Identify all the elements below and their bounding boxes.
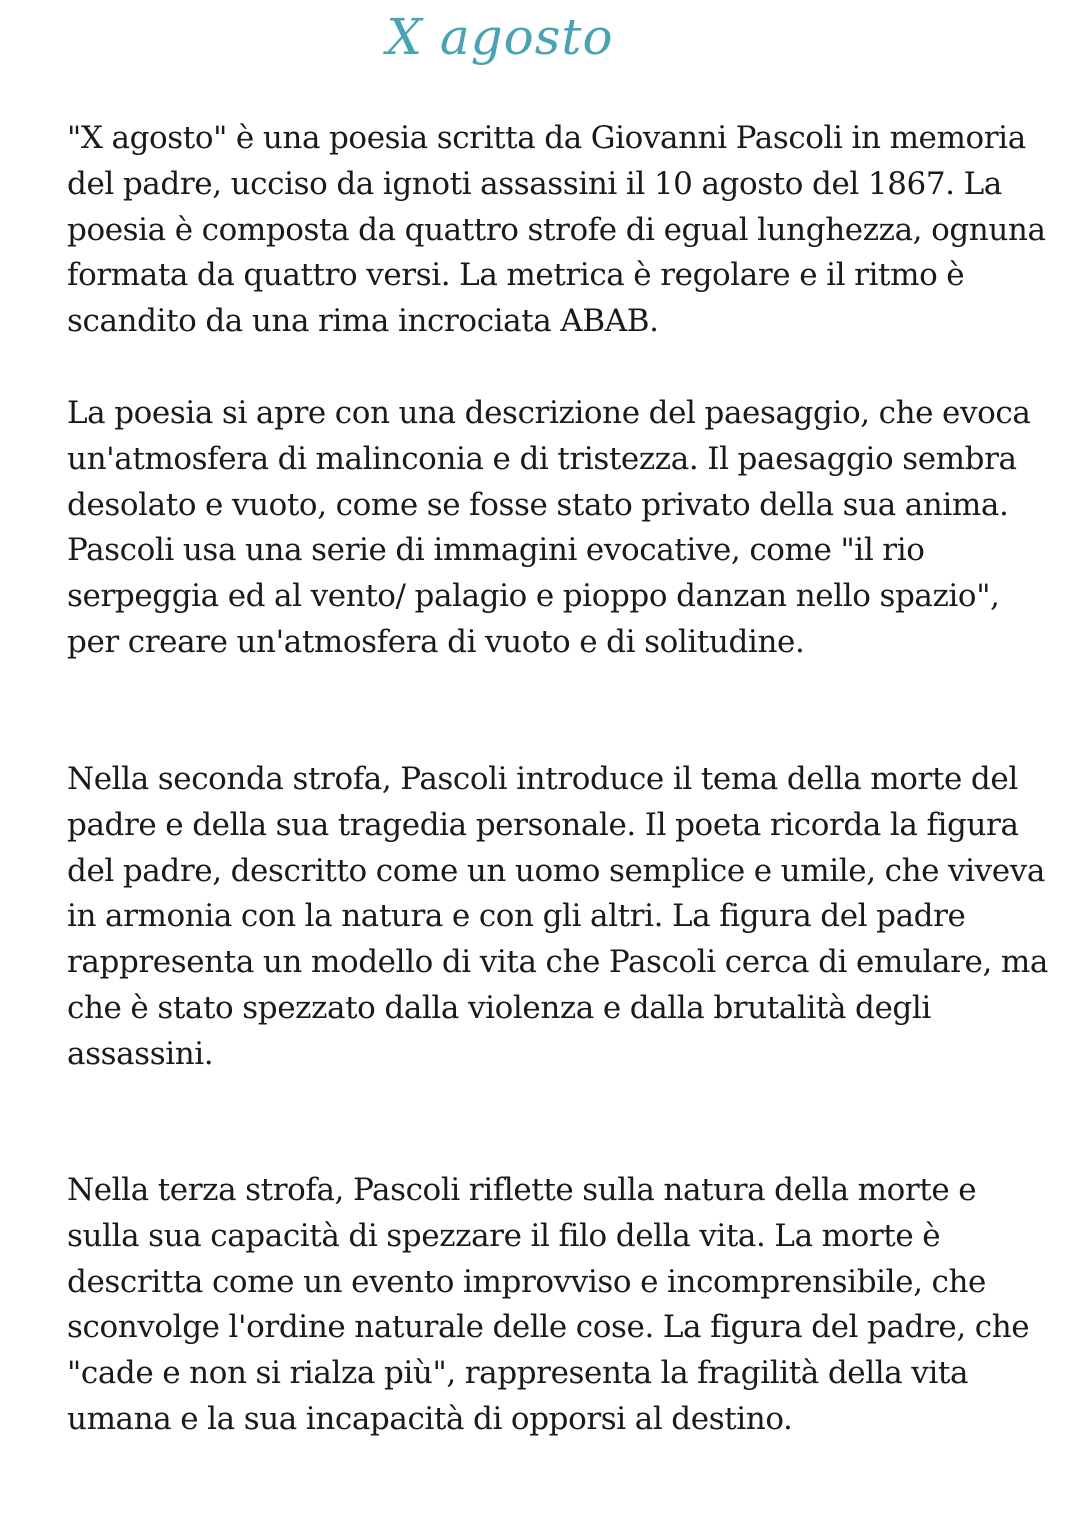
paragraph-third-stanza: Nella terza strofa, Pascoli riflette sulla natura della morte e sulla sua capacità di spezzare il filo della vita. La morte è descritta come un evento improvviso e incomprensibile, che sconvolge l'ordine naturale delle cose. La figura del padre, che "cade e non si rialza più", rappresenta la fragilità della vita umana e la sua incapacità di opporsi al destino. xyxy=(67,1172,1030,1437)
page-title: X agosto xyxy=(386,8,614,66)
paragraph-landscape: La poesia si apre con una descrizione del paesaggio, che evoca un'atmosfera di malinconia e di tristezza. Il paesaggio sembra desolato e vuoto, come se fosse stato privato della sua anima. Pascoli usa una serie di immagini evocative, come "il rio serpeggia ed al vento/ palagio e pioppo danzan nello spazio", per creare un'atmosfera di vuoto e di solitudine. xyxy=(67,395,1031,660)
paragraph-intro: "X agosto" è una poesia scritta da Giovanni Pascoli in memoria del padre, ucciso da ignoti assassini il 10 agosto del 1867. La poesia è composta da quattro strofe di egual lunghezza, ognuna formata da quattro versi. La metrica è regolare e il ritmo è scandito da una rima incrociata ABAB. xyxy=(67,120,1046,340)
paragraph-second-stanza: Nella seconda strofa, Pascoli introduce il tema della morte del padre e della sua tragedia personale. Il poeta ricorda la figura del padre, descritto come un uomo semplice e umile, che viveva in armonia con la natura e con gli altri. La figura del padre rappresenta un modello di vita che Pascoli cerca di emulare, ma che è stato spezzato dalla violenza e dalla brutalità degli assassini. xyxy=(67,761,1048,1072)
